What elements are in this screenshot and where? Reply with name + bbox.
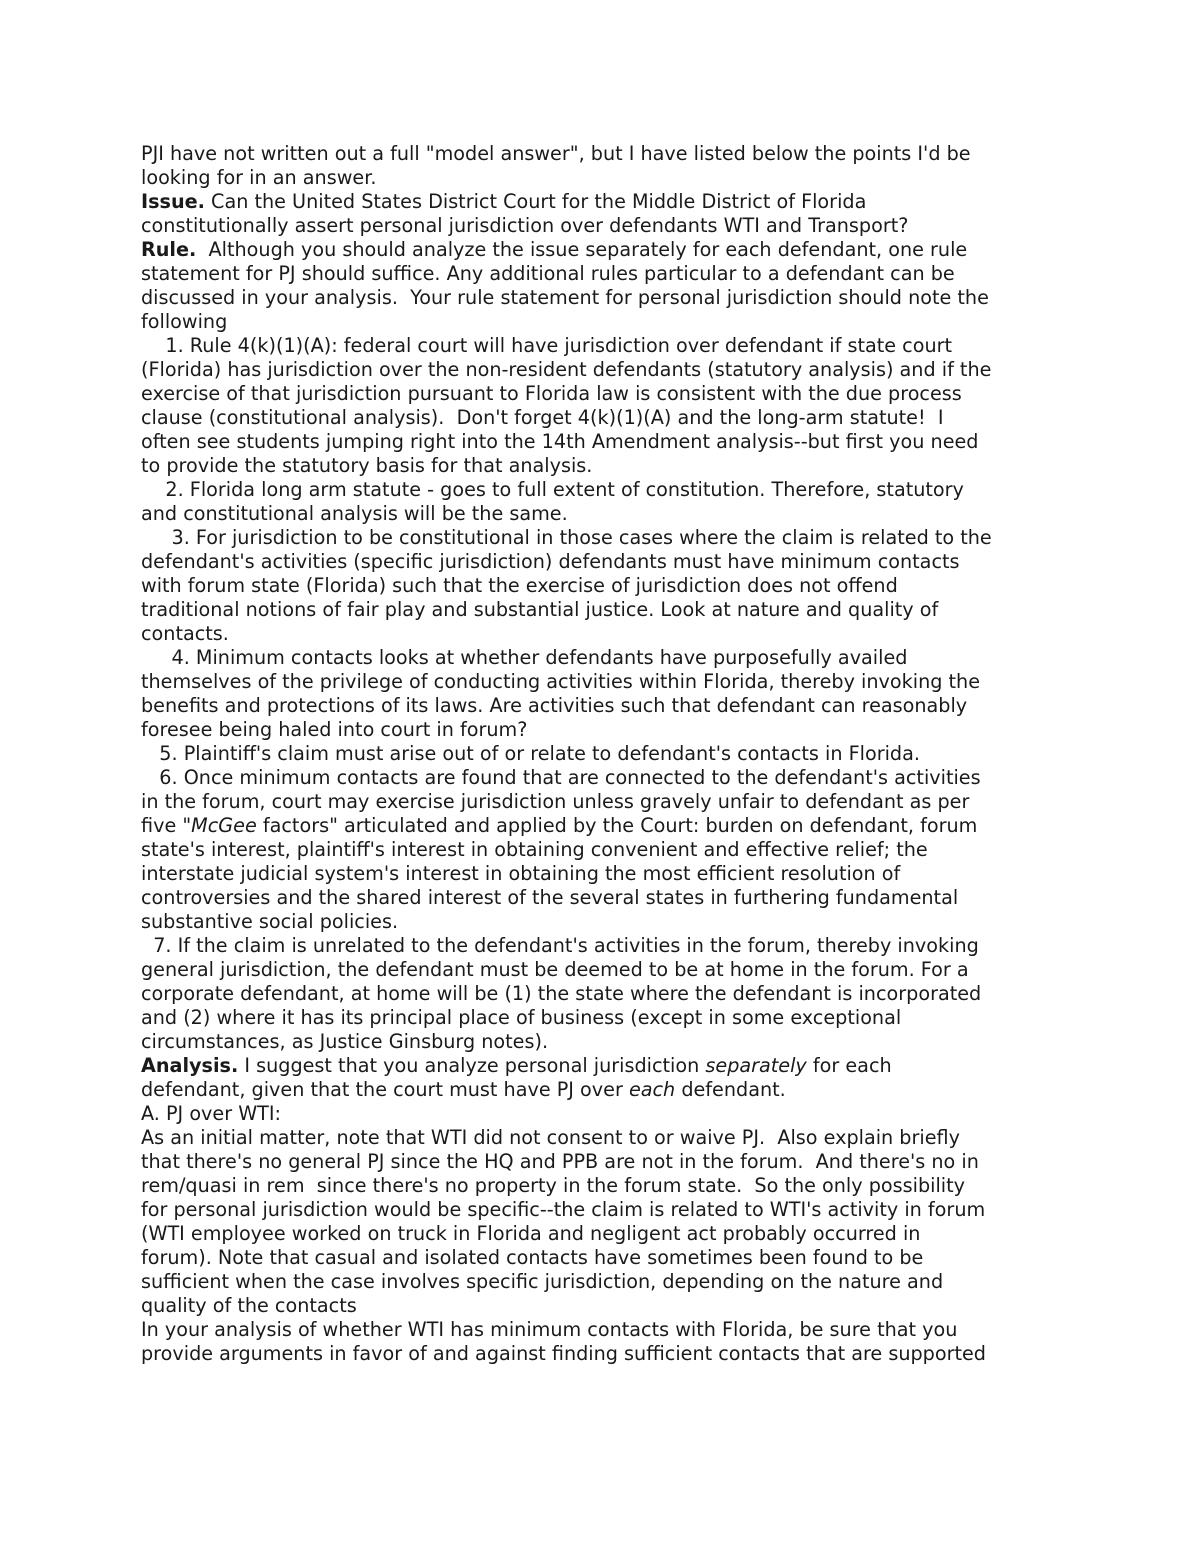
text-line: [141, 766, 1076, 790]
text-line: [141, 1030, 1076, 1054]
text-line: [141, 1054, 1076, 1078]
text-span: 6. Once minimum contacts are found that are connected to the defendant's activities: [141, 766, 981, 789]
text-line: [141, 550, 1076, 574]
text-line: [141, 358, 1076, 382]
text-line: [141, 214, 1076, 238]
text-span: and (2) where it has its principal place of business (except in some exceptional: [141, 1006, 902, 1029]
section-heading: Rule.: [141, 238, 197, 261]
text-span: and constitutional analysis will be the same.: [141, 502, 568, 525]
text-span: As an initial matter, note that WTI did not consent to or waive PJ. Also explain briefly: [141, 1126, 960, 1149]
text-span: for personal jurisdiction would be specific--the claim is related to WTI's activity in forum: [141, 1198, 986, 1221]
text-line: [141, 598, 1076, 622]
text-line: [141, 670, 1076, 694]
text-line: [141, 646, 1076, 670]
text-span: 3. For jurisdiction to be constitutional in those cases where the claim is related to the: [141, 526, 992, 549]
text-line: [141, 1198, 1076, 1222]
text-span: A. PJ over WTI:: [141, 1102, 282, 1125]
text-line: [141, 502, 1076, 526]
text-span: quality of the contacts: [141, 1294, 357, 1317]
text-span: defendant.: [675, 1078, 786, 1101]
text-line: [141, 694, 1076, 718]
text-line: [141, 574, 1076, 598]
text-line: [141, 406, 1076, 430]
text-span: defendant's activities (specific jurisdiction) defendants must have minimum contacts: [141, 550, 960, 573]
text-span: statement for PJ should suffice. Any additional rules particular to a defendant can be: [141, 262, 955, 285]
text-span: in the forum, court may exercise jurisdiction unless gravely unfair to defendant as per: [141, 790, 970, 813]
text-line: [141, 190, 1076, 214]
text-line: [141, 1270, 1076, 1294]
text-span: In your analysis of whether WTI has minimum contacts with Florida, be sure that you: [141, 1318, 958, 1341]
text-span: often see students jumping right into the 14th Amendment analysis--but first you need: [141, 430, 979, 453]
text-span: I suggest that you analyze personal jurisdiction: [238, 1054, 706, 1077]
text-span: (Florida) has jurisdiction over the non-resident defendants (statutory analysis) and if the: [141, 358, 992, 381]
text-span: benefits and protections of its laws. Are activities such that defendant can reasonably: [141, 694, 968, 717]
text-line: [141, 454, 1076, 478]
text-line: [141, 334, 1076, 358]
text-line: [141, 910, 1076, 934]
text-line: [141, 622, 1076, 646]
text-line: [141, 1078, 1076, 1102]
text-line: [141, 430, 1076, 454]
text-line: [141, 886, 1076, 910]
text-span: corporate defendant, at home will be (1) the state where the defendant is incorporated: [141, 982, 982, 1005]
text-line: [141, 1150, 1076, 1174]
text-span: sufficient when the case involves specific jurisdiction, depending on the nature and: [141, 1270, 944, 1293]
text-span: foresee being haled into court in forum?: [141, 718, 528, 741]
text-line: [141, 142, 1076, 166]
text-span: forum). Note that casual and isolated contacts have sometimes been found to be: [141, 1246, 924, 1269]
text-line: [141, 1342, 1076, 1366]
text-span: contacts.: [141, 622, 229, 645]
text-span: 4. Minimum contacts looks at whether defendants have purposefully availed: [141, 646, 908, 669]
text-span: 7. If the claim is unrelated to the defendant's activities in the forum, thereby invoking: [141, 934, 979, 957]
text-line: [141, 478, 1076, 502]
text-span: circumstances, as Justice Ginsburg notes).: [141, 1030, 549, 1053]
text-line: [141, 814, 1076, 838]
text-span: Although you should analyze the issue separately for each defendant, one rule: [196, 238, 968, 261]
text-span: controversies and the shared interest of the several states in furthering fundamental: [141, 886, 959, 909]
text-line: [141, 238, 1076, 262]
emphasis-text: each: [628, 1078, 676, 1101]
text-span: general jurisdiction, the defendant must be deemed to be at home in the forum. For a: [141, 958, 969, 981]
emphasis-text: McGee: [191, 814, 257, 837]
text-line: [141, 1318, 1076, 1342]
text-line: [141, 718, 1076, 742]
text-line: [141, 262, 1076, 286]
text-span: to provide the statutory basis for that analysis.: [141, 454, 593, 477]
text-span: (WTI employee worked on truck in Florida and negligent act probably occurred in: [141, 1222, 921, 1245]
text-line: [141, 382, 1076, 406]
text-line: [141, 286, 1076, 310]
text-span: constitutionally assert personal jurisdiction over defendants WTI and Transport?: [141, 214, 909, 237]
text-span: Can the United States District Court for the Middle District of Florida: [204, 190, 867, 213]
text-span: discussed in your analysis. Your rule statement for personal jurisdiction should note the: [141, 286, 989, 309]
text-span: defendant, given that the court must have PJ over: [141, 1078, 629, 1101]
text-line: [141, 166, 1076, 190]
text-span: that there's no general PJ since the HQ and PPB are not in the forum. And there's no in: [141, 1150, 979, 1173]
text-line: [141, 1006, 1076, 1030]
text-line: [141, 934, 1076, 958]
text-line: [141, 790, 1076, 814]
text-line: [141, 310, 1076, 334]
text-span: provide arguments in favor of and against finding sufficient contacts that are supported: [141, 1342, 986, 1365]
text-span: interstate judicial system's interest in obtaining the most efficient resolution of: [141, 862, 901, 885]
text-line: [141, 742, 1076, 766]
text-span: state's interest, plaintiff's interest in obtaining convenient and effective relief; the: [141, 838, 928, 861]
text-span: 1. Rule 4(k)(1)(A): federal court will have jurisdiction over defendant if state court: [141, 334, 953, 357]
text-line: [141, 838, 1076, 862]
text-line: [141, 526, 1076, 550]
section-heading: Issue.: [141, 190, 205, 213]
document-body: [141, 142, 1076, 1366]
text-span: following: [141, 310, 228, 333]
text-span: factors" articulated and applied by the Court: burden on defendant, forum: [256, 814, 978, 837]
text-span: substantive social policies.: [141, 910, 399, 933]
text-span: clause (constitutional analysis). Don't forget 4(k)(1)(A) and the long-arm statute! I: [141, 406, 944, 429]
emphasis-text: separately: [705, 1054, 807, 1077]
text-line: [141, 1294, 1076, 1318]
text-line: [141, 1102, 1076, 1126]
text-line: [141, 1174, 1076, 1198]
text-span: 5. Plaintiff's claim must arise out of or relate to defendant's contacts in Florida.: [141, 742, 920, 765]
text-span: exercise of that jurisdiction pursuant to Florida law is consistent with the due process: [141, 382, 962, 405]
text-span: for each: [806, 1054, 892, 1077]
text-span: traditional notions of fair play and substantial justice. Look at nature and quality of: [141, 598, 939, 621]
text-span: looking for in an answer.: [141, 166, 377, 189]
text-line: [141, 958, 1076, 982]
text-span: 2. Florida long arm statute - goes to full extent of constitution. Therefore, statutory: [141, 478, 964, 501]
text-line: [141, 1126, 1076, 1150]
text-line: [141, 1222, 1076, 1246]
text-span: with forum state (Florida) such that the exercise of jurisdiction does not offend: [141, 574, 898, 597]
text-line: [141, 1246, 1076, 1270]
text-span: five ": [141, 814, 192, 837]
text-line: [141, 982, 1076, 1006]
section-heading: Analysis.: [141, 1054, 239, 1077]
text-span: PJI have not written out a full "model answer", but I have listed below the points I'd be: [141, 142, 971, 165]
text-line: [141, 862, 1076, 886]
text-span: rem/quasi in rem since there's no property in the forum state. So the only possibility: [141, 1174, 966, 1197]
text-span: themselves of the privilege of conducting activities within Florida, thereby invoking the: [141, 670, 980, 693]
